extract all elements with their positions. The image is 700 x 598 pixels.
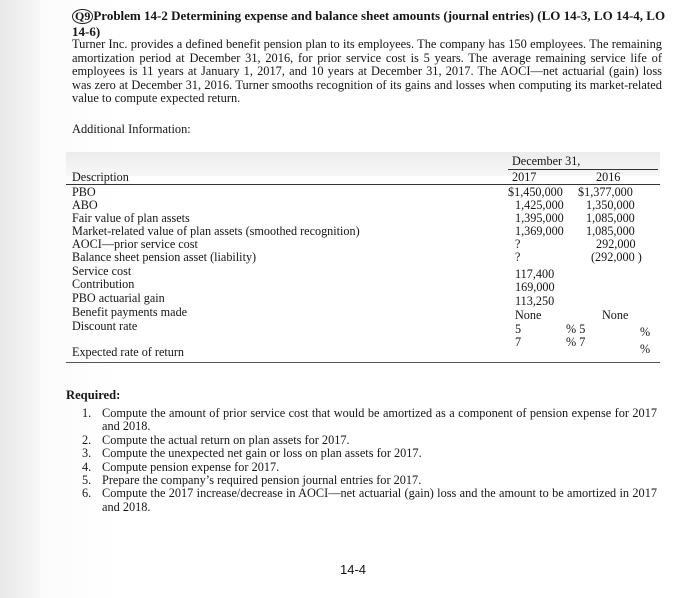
- row-2017-expected-return: 7: [515, 335, 522, 349]
- col-2017-header: 2017: [512, 170, 537, 184]
- row-label-abo: ABO: [72, 198, 98, 212]
- problem-intro: Turner Inc. provides a defined benefit pension plan to its employees. The company has 150 employees. The remaining amortization period at December 31, 2016, for prior service cost is 5 years. The average remaining service life of employees is 11 years at January 1, 2017, and 10 years at December 31, 2017. The AOCI—net actuarial (gain) loss was zero at December 31, 2016. Turner smooths recognition of its gains and losses when computing its market-related value to compute expected return.: [72, 37, 662, 106]
- list-item: 3. Compute the unexpected net gain or loss on plan assets for 2017.: [82, 446, 422, 461]
- row-label-aoci-psc: AOCI—prior service cost: [72, 237, 198, 251]
- pct-sign-return: %: [640, 342, 651, 356]
- list-item: 6. Compute the 2017 increase/decrease in AOCI—net actuarial (gain) loss and the amount to be amortized in 2017 and 2018.: [82, 486, 657, 514]
- row-label-benefit-payments: Benefit payments made: [72, 305, 188, 319]
- required-list: [82, 407, 657, 514]
- row-2017-market-related: 1,369,000: [515, 224, 564, 238]
- row-2016-expected-return: % 7: [566, 335, 586, 349]
- question-number-circle: Q9: [72, 9, 93, 24]
- row-2016-market-related: 1,085,000: [586, 224, 635, 238]
- row-2016-discount-rate: % 5: [566, 322, 586, 336]
- header-rule: [66, 184, 660, 185]
- description-header: Description: [72, 170, 129, 184]
- row-label-fair-value: Fair value of plan assets: [72, 211, 190, 225]
- row-label-service-cost: Service cost: [72, 264, 132, 278]
- row-2017-benefit-payments: None: [515, 308, 542, 322]
- row-2017-service-cost: 117,400: [515, 267, 555, 281]
- date-header: December 31,: [512, 154, 581, 168]
- row-label-discount-rate: Discount rate: [72, 319, 138, 333]
- additional-info-heading: Additional Information:: [72, 122, 191, 136]
- row-label-balance-sheet: Balance sheet pension asset (liability): [72, 250, 257, 264]
- row-label-expected-return: Expected rate of return: [72, 345, 184, 359]
- row-2017-balance-sheet: ?: [515, 250, 521, 264]
- problem-title: [72, 8, 672, 39]
- row-label-contribution: Contribution: [72, 277, 135, 291]
- row-2016-aoci-psc: 292,000: [596, 237, 636, 251]
- row-2017-fair-value: 1,395,000: [515, 211, 564, 225]
- col-2016-header: 2016: [596, 170, 621, 184]
- row-2016-pbo: $1,377,000: [578, 185, 633, 199]
- row-label-pbo-gain: PBO actuarial gain: [72, 291, 165, 305]
- row-2017-abo: 1,425,000: [515, 198, 564, 212]
- list-item: 4. Compute pension expense for 2017.: [82, 459, 280, 474]
- row-2017-contribution: 169,000: [515, 280, 555, 294]
- row-2017-pbo: $1,450,000: [508, 185, 563, 199]
- row-2017-aoci-psc: ?: [515, 237, 521, 251]
- list-item: 5. Prepare the company’s required pension journal entries for 2017.: [82, 473, 422, 488]
- row-2016-benefit-payments: None: [602, 308, 629, 322]
- table-bottom-rule: [66, 362, 660, 363]
- list-item: 2. Compute the actual return on plan assets for 2017.: [82, 432, 350, 447]
- problem-title-text: Problem 14-2 Determining expense and balance sheet amounts (journal entries) (LO 14-3, LO 14-4, LO 14-6): [72, 8, 666, 39]
- adjacent-page-edge: [0, 0, 40, 598]
- pct-sign-discount: %: [640, 325, 651, 339]
- row-2017-pbo-gain: 113,250: [515, 294, 555, 308]
- page-number: 14-4: [340, 562, 367, 577]
- row-2016-balance-sheet: (292,000 ): [591, 250, 642, 264]
- required-heading: Required:: [66, 388, 121, 402]
- row-2016-abo: 1,350,000: [586, 198, 635, 212]
- list-item: 1. Compute the amount of prior service cost that would be amortized as a component of pension expense for 2017 and 2018.: [82, 406, 657, 434]
- row-2017-discount-rate: 5: [515, 322, 522, 336]
- row-label-market-related: Market-related value of plan assets (smoothed recognition): [72, 224, 360, 238]
- row-label-pbo: PBO: [72, 185, 96, 199]
- row-2016-fair-value: 1,085,000: [586, 211, 635, 225]
